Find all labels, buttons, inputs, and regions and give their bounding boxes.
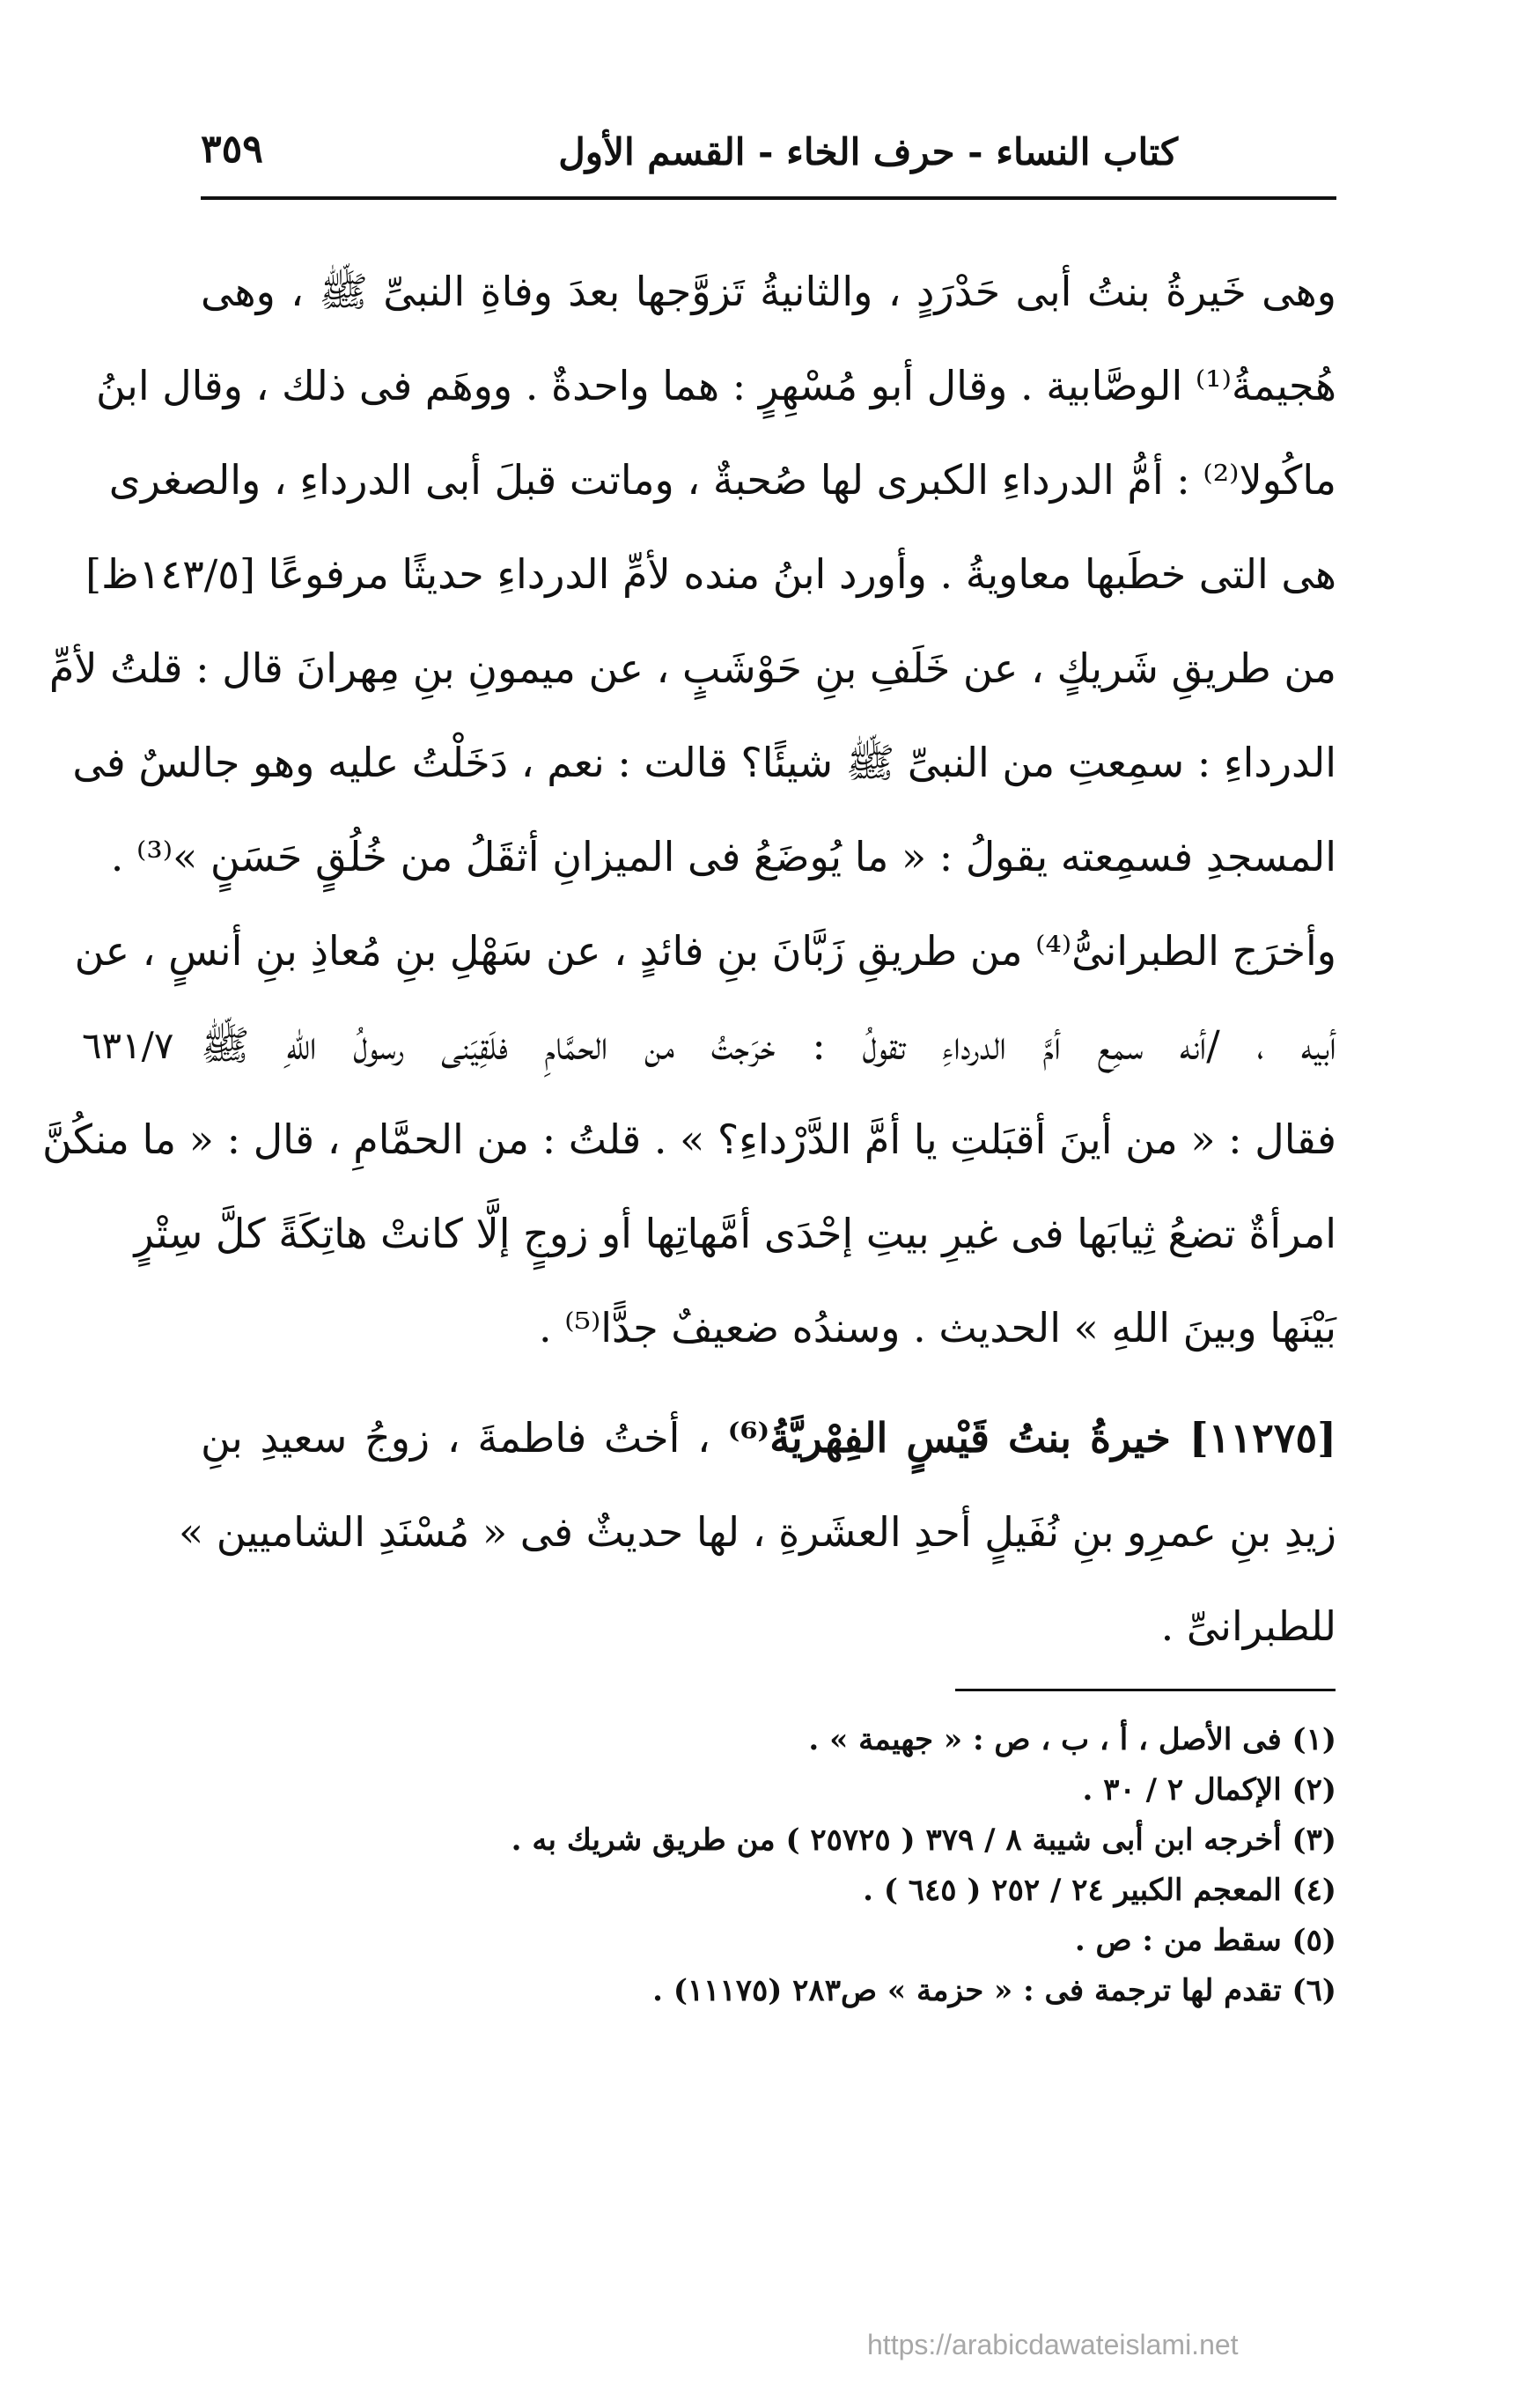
page-number: ٣٥٩	[201, 127, 263, 172]
header-title: كتاب النساء - حرف الخاء - القسم الأول	[558, 130, 1178, 173]
footnote-rule	[955, 1689, 1336, 1691]
text-line: للطبرانىِّ .	[1160, 1602, 1336, 1650]
text-line: هُجيمةُ⁽¹⁾ الوصَّابية . وقال أبو مُسْهِرٍ : هما واحدةٌ . ووهَم فى ذلك ، وقال ابنُ	[96, 362, 1336, 409]
footnote: (٦) تقدم لها ترجمة فى : « حزمة » ص٢٨٣ (١١١٧٥) .	[652, 1973, 1336, 2008]
text-line-with-margin-ref	[82, 998, 1336, 1093]
footnote: (٥) سقط من : ص .	[1074, 1923, 1336, 1958]
text-line: وهى خَيرةُ بنتُ أبى حَدْرَدٍ ، والثانيةُ تَزوَّجها بعدَ وفاةِ النبىِّ ﷺ ، وهى	[201, 268, 1336, 315]
entry-first-line	[201, 1391, 1336, 1485]
text-line: امرأةٌ تضعُ ثِيابَها فى غيرِ بيتِ إحْدَى أمَّهاتِها أو زوجٍ إلَّا كانتْ هاتِكَةً كلَّ سِتْرٍ	[134, 1210, 1336, 1257]
header-rule	[201, 196, 1336, 200]
text-line: وأخرَج الطبرانىُّ⁽⁴⁾ من طريقِ زَبَّانَ بنِ فائدٍ ، عن سَهْلِ بنِ مُعاذِ بنِ أنسٍ ، عن	[74, 927, 1336, 975]
text-line: الدرداءِ : سمِعتِ من النبىِّ ﷺ شيئًا؟ قالت : نعم ، دَخَلْتُ عليه وهو جالسٌ فى	[72, 739, 1336, 786]
entry-text: ، أختُ فاطمةَ ، زوجُ سعيدِ بنِ	[201, 1414, 710, 1462]
text-line: أبيه ، /أنه سمِع أمَّ الدرداءِ تقولُ : خرَجتُ من الحمَّامِ فلَقِيَنى رسولُ اللهِ ﷺ	[201, 1021, 1336, 1069]
footnote: (٣) أخرجه ابن أبى شيبة ٨ / ٣٧٩ ( ٢٥٧٢٥ ) من طريق شريك به .	[511, 1823, 1336, 1858]
margin-reference: ٦٣١/٧	[82, 1024, 174, 1067]
running-header	[201, 122, 1336, 192]
footnotes	[201, 1715, 1336, 2016]
entry-heading: [١١٢٧٥] خيرةُ بنتُ قَيْسٍ الفِهْريَّةُ⁽⁶⁾	[727, 1414, 1336, 1462]
text-line: بَيْنَها وبينَ اللهِ » الحديث . وسندُه ضعيفٌ جدًّا⁽⁵⁾ .	[538, 1304, 1336, 1351]
text-line: من طريقِ شَريكٍ ، عن خَلَفِ بنِ حَوْشَبٍ ، عن ميمونِ بنِ مِهرانَ قال : قلتُ لأمِّ	[48, 644, 1336, 692]
main-text	[41, 245, 1336, 1674]
text-line: المسجدِ فسمِعته يقولُ : « ما يُوضَعُ فى الميزانِ أثقَلُ من خُلُقٍ حَسَنٍ »⁽³⁾ .	[110, 833, 1336, 880]
watermark-url: https://arabicdawateislami.net	[867, 2329, 1239, 2360]
text-line: هى التى خطَبها معاويةُ . وأورد ابنُ منده لأمِّ الدرداءِ حديثًا مرفوعًا [١٤٣/٥ظ]	[85, 550, 1336, 598]
text-line: زيدِ بنِ عمرِو بنِ نُفَيلٍ أحدِ العشَرةِ ، لها حديثٌ فى « مُسْنَدِ الشاميين »	[178, 1508, 1336, 1556]
footnote: (٤) المعجم الكبير ٢٤ / ٢٥٢ ( ٦٤٥ ) .	[863, 1873, 1336, 1908]
text-line: فقال : « من أينَ أقبَلتِ يا أمَّ الدَّرْداءِ؟ » . قلتُ : من الحمَّامِ ، قال : « ما منكُنَّ	[41, 1116, 1336, 1163]
footnote: (٢) الإكمال ٢ / ٣٠ .	[1082, 1772, 1336, 1808]
text-line: ماكُولا⁽²⁾ : أمُّ الدرداءِ الكبرى لها صُحبةٌ ، وماتت قبلَ أبى الدرداءِ ، والصغرى	[108, 456, 1336, 504]
footnote: (١) فى الأصل ، أ ، ب ، ص : « جهيمة » .	[808, 1722, 1336, 1757]
